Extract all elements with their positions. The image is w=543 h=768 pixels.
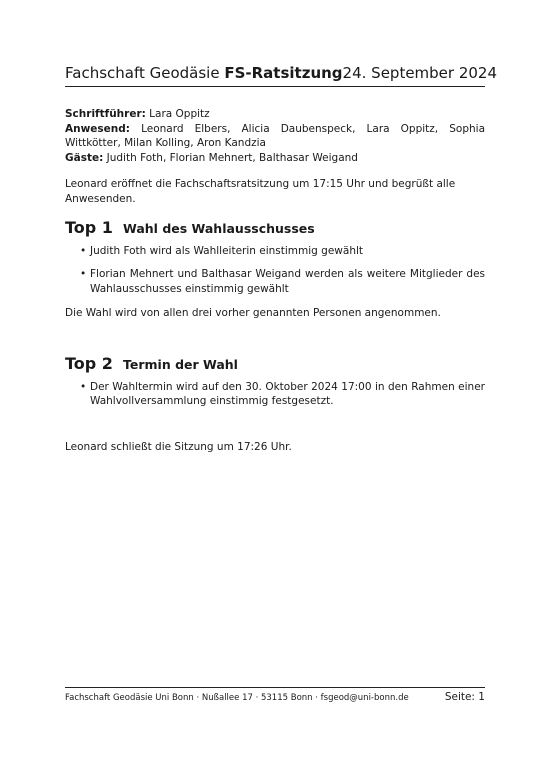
agenda-item-heading xyxy=(65,354,485,373)
list-item xyxy=(65,380,485,409)
header-title xyxy=(65,64,343,82)
bullet-icon: • xyxy=(80,244,87,257)
agenda-item-number: Top 2 xyxy=(65,354,113,373)
closing-statement: Leonard schließt die Sitzung um 17:26 Uhr. xyxy=(65,441,292,453)
page-number: Seite: 1 xyxy=(444,691,485,703)
list-item-text: Judith Foth wird als Wahlleiterin einstimmig gewählt xyxy=(90,244,364,257)
agenda-item-list xyxy=(65,244,485,297)
present-line xyxy=(65,122,485,151)
recorder-value: Lara Oppitz xyxy=(149,108,210,120)
present-label: Anwesend: xyxy=(65,122,130,135)
agenda-item-title: Wahl des Wahlausschusses xyxy=(123,221,315,236)
guests-line xyxy=(65,151,485,166)
header-meeting-title: FS-Ratsitzung xyxy=(224,64,343,82)
footer-address: Fachschaft Geodäsie Uni Bonn · Nußallee 17 · 53115 Bonn · fsgeod@uni-bonn.de xyxy=(65,693,409,703)
list-item-text: Florian Mehnert und Balthasar Weigand werden als weitere Mitglieder des Wahlausschusses einstimmig gewählt xyxy=(90,268,485,295)
agenda-item-note: Die Wahl wird von allen drei vorher genannten Personen angenommen. xyxy=(65,307,441,319)
opening-statement: Leonard eröffnet die Fachschaftsratsitzung um 17:15 Uhr und begrüßt alle Anwesenden. xyxy=(65,178,456,205)
document-body xyxy=(65,107,485,453)
guests-label: Gäste: xyxy=(65,151,104,164)
header-date: 24. September 2024 xyxy=(342,64,498,82)
header-org: Fachschaft Geodäsie xyxy=(65,64,220,82)
agenda-item-list xyxy=(65,380,485,409)
list-item xyxy=(65,267,485,296)
list-item-text: Der Wahltermin wird auf den 30. Oktober 2024 17:00 in den Rahmen einer Wahlvollversammlung einstimmig festgesetzt. xyxy=(90,380,485,407)
list-item xyxy=(65,244,485,259)
document-footer xyxy=(65,687,485,703)
recorder-label: Schriftführer: xyxy=(65,108,146,120)
recorder-line xyxy=(65,107,485,122)
bullet-icon: • xyxy=(80,380,87,393)
agenda-item-title: Termin der Wahl xyxy=(123,357,238,372)
agenda-item-heading xyxy=(65,218,485,237)
agenda-item-top-2 xyxy=(65,354,485,409)
guests-value: Judith Foth, Florian Mehnert, Balthasar Weigand xyxy=(106,151,358,164)
present-value: Leonard Elbers, Alicia Daubenspeck, Lara Oppitz, Sophia Wittkötter, Milan Kolling, Aron Kandzia xyxy=(65,122,485,149)
document-header xyxy=(65,64,498,87)
agenda-item-top-1 xyxy=(65,218,485,321)
bullet-icon: • xyxy=(80,268,87,280)
agenda-item-number: Top 1 xyxy=(65,218,113,237)
meeting-meta xyxy=(65,107,485,165)
